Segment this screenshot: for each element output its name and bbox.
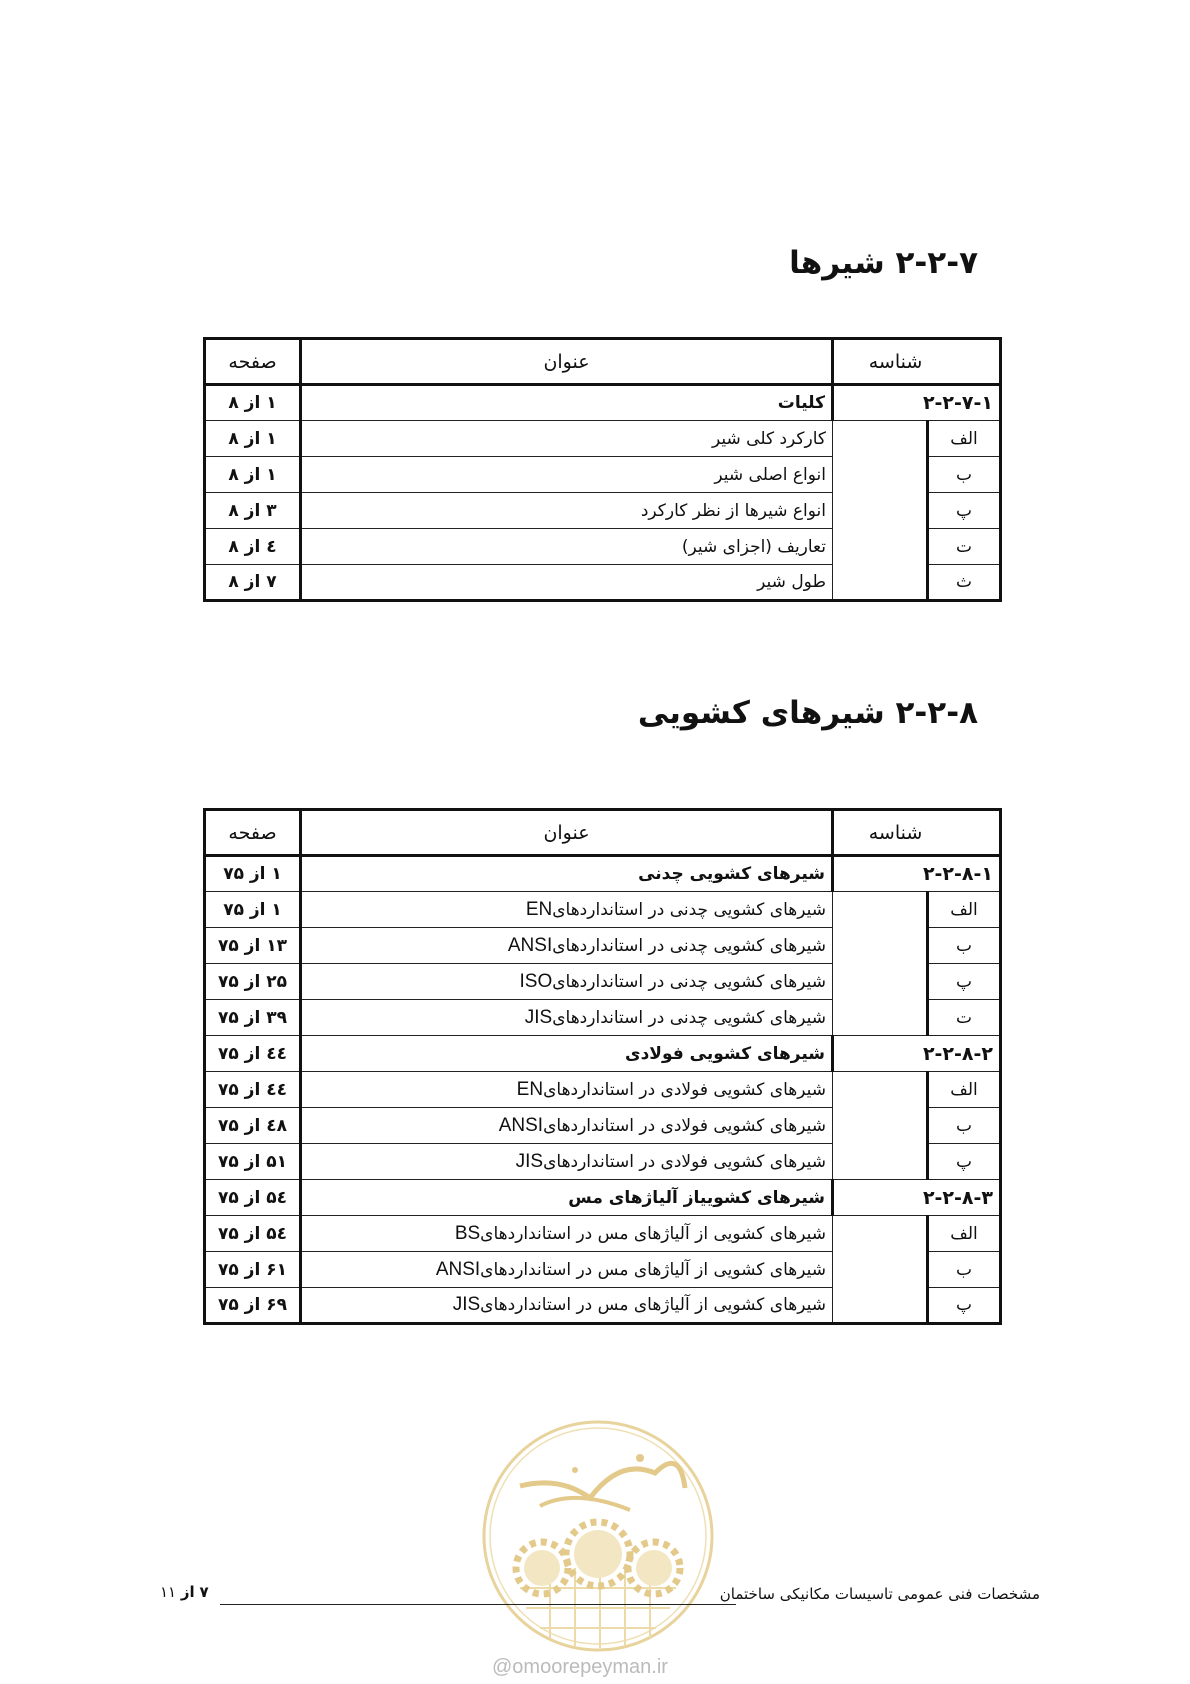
page-ref: ۵٤ از ۷۵ [205, 1180, 301, 1216]
item-title: کارکرد کلی شیر [301, 421, 833, 457]
blank-cell [833, 421, 928, 601]
standard-code: ANSI [507, 934, 553, 956]
item-letter: ب [928, 1252, 1001, 1288]
page-ref: ٤ از ۸ [205, 529, 301, 565]
page-ref: ۱ از ۸ [205, 385, 301, 421]
item-letter: پ [928, 1144, 1001, 1180]
header-page: صفحه [205, 810, 301, 856]
watermark-seal-logo [480, 1418, 716, 1654]
page-ref: ۵٤ از ۷۵ [205, 1216, 301, 1252]
page-ref: ٤۸ از ۷۵ [205, 1108, 301, 1144]
item-title-text: شیرهای کشویی چدنی در استانداردهای [552, 971, 826, 992]
item-letter: پ [928, 964, 1001, 1000]
page-current: ۷ [199, 1583, 209, 1601]
table-row [205, 1036, 1001, 1072]
blank-cell [833, 892, 928, 1036]
table-row [205, 421, 1001, 457]
item-letter: الف [928, 892, 1001, 928]
item-title [301, 892, 833, 928]
page-ref: ۱ از ۷۵ [205, 856, 301, 892]
item-letter: الف [928, 1072, 1001, 1108]
page-ref: ۲۵ از ۷۵ [205, 964, 301, 1000]
item-letter: الف [928, 421, 1001, 457]
item-title: تعاریف (اجزای شیر) [301, 529, 833, 565]
header-id: شناسه [833, 810, 1001, 856]
item-title-text: شیرهای کشویی از آلیاژهای مس در استانداردهای [480, 1223, 826, 1244]
section-id: ۲-۲-۸-۳ [833, 1180, 1001, 1216]
item-title [301, 1288, 833, 1324]
page-ref: ۱ از ۸ [205, 421, 301, 457]
page-ref: ۱ از ۷۵ [205, 892, 301, 928]
standard-code: EN [525, 898, 553, 920]
item-letter: ب [928, 457, 1001, 493]
table-row [205, 1216, 1001, 1252]
section-heading-gate-valves: ۲-۲-۸ شیرهای کشویی [637, 695, 978, 731]
page-ref: ۱ از ۸ [205, 457, 301, 493]
page-ref: ۳۹ از ۷۵ [205, 1000, 301, 1036]
table-row [205, 385, 1001, 421]
standard-code: JIS [524, 1006, 553, 1028]
header-title: عنوان [301, 339, 833, 385]
item-title-text: شیرهای کشویی فولادی در استانداردهای [543, 1151, 826, 1172]
footer-page-number [160, 1583, 209, 1601]
table-row [205, 1072, 1001, 1108]
section-title: شیرهای کشویی چدنی [301, 856, 833, 892]
footer-doc-title: مشخصات فنی عمومی تاسیسات مکانیکی ساختمان [719, 1585, 1040, 1603]
standard-code: JIS [515, 1150, 544, 1172]
item-title [301, 1144, 833, 1180]
item-title: انواع اصلی شیر [301, 457, 833, 493]
standard-code: BS [454, 1222, 481, 1244]
item-title-text: شیرهای کشویی فولادی در استانداردهای [543, 1115, 826, 1136]
header-title: عنوان [301, 810, 833, 856]
page-ref: ۳ از ۸ [205, 493, 301, 529]
header-id: شناسه [833, 339, 1001, 385]
watermark-url: @omoorepeyman.ir [492, 1656, 668, 1678]
item-title-text: شیرهای کشویی فولادی در استانداردهای [543, 1079, 826, 1100]
standard-code: JIS [452, 1294, 481, 1315]
standard-code: EN [516, 1078, 544, 1100]
item-letter: ت [928, 1000, 1001, 1036]
header-page: صفحه [205, 339, 301, 385]
page-ref: ۵۱ از ۷۵ [205, 1144, 301, 1180]
page-ref: ۶۹ از ۷۵ [205, 1288, 301, 1324]
item-letter: ب [928, 928, 1001, 964]
item-letter: ث [928, 565, 1001, 601]
table-row [205, 856, 1001, 892]
section-id: ۲-۲-۸-۱ [833, 856, 1001, 892]
item-title [301, 1108, 833, 1144]
footer-rule [220, 1604, 736, 1605]
blank-cell [833, 1072, 928, 1180]
page-ref: ٤٤ از ۷۵ [205, 1072, 301, 1108]
item-title-text: شیرهای کشویی چدنی در استانداردهای [552, 1007, 826, 1028]
section-title: شیرهای کشوییاز آلیاژهای مس [301, 1180, 833, 1216]
section-id: ۲-۲-۸-۲ [833, 1036, 1001, 1072]
table-row [205, 1180, 1001, 1216]
table-header-row [205, 810, 1001, 856]
section-title: شیرهای کشویی فولادی [301, 1036, 833, 1072]
item-title-text: شیرهای کشویی چدنی در استانداردهای [552, 899, 826, 920]
toc-table-valves [203, 337, 1002, 602]
section-id: ۲-۲-۷-۱ [833, 385, 1001, 421]
item-title [301, 1252, 833, 1288]
page-ref: ۷ از ۸ [205, 565, 301, 601]
page-ref: ۱۳ از ۷۵ [205, 928, 301, 964]
item-title [301, 1216, 833, 1252]
section-heading-valves: ۲-۲-۷ شیرها [789, 245, 978, 281]
item-letter: الف [928, 1216, 1001, 1252]
item-letter: ب [928, 1108, 1001, 1144]
item-letter: پ [928, 493, 1001, 529]
table-row [205, 892, 1001, 928]
item-title-text: شیرهای کشویی از آلیاژهای مس در استانداردهای [480, 1259, 826, 1280]
item-title-text: شیرهای کشویی از آلیاژهای مس در استانداردهای [480, 1295, 826, 1315]
item-title [301, 928, 833, 964]
item-title: طول شیر [301, 565, 833, 601]
item-letter: ت [928, 529, 1001, 565]
table-header-row [205, 339, 1001, 385]
item-title [301, 1000, 833, 1036]
page-sep: از [180, 1583, 195, 1601]
page-ref: ۶۱ از ۷۵ [205, 1252, 301, 1288]
blank-cell [833, 1216, 928, 1324]
standard-code: ANSI [435, 1258, 481, 1280]
item-title-text: شیرهای کشویی چدنی در استانداردهای [552, 935, 826, 956]
section-title: کلیات [301, 385, 833, 421]
standard-code: ANSI [498, 1114, 544, 1136]
page-total: ۱۱ [160, 1583, 177, 1601]
page-ref: ٤٤ از ۷۵ [205, 1036, 301, 1072]
item-title: انواع شیرها از نظر کارکرد [301, 493, 833, 529]
item-title [301, 964, 833, 1000]
item-title [301, 1072, 833, 1108]
standard-code: ISO [519, 970, 553, 992]
toc-table-gate-valves [203, 808, 1002, 1325]
item-letter: پ [928, 1288, 1001, 1324]
